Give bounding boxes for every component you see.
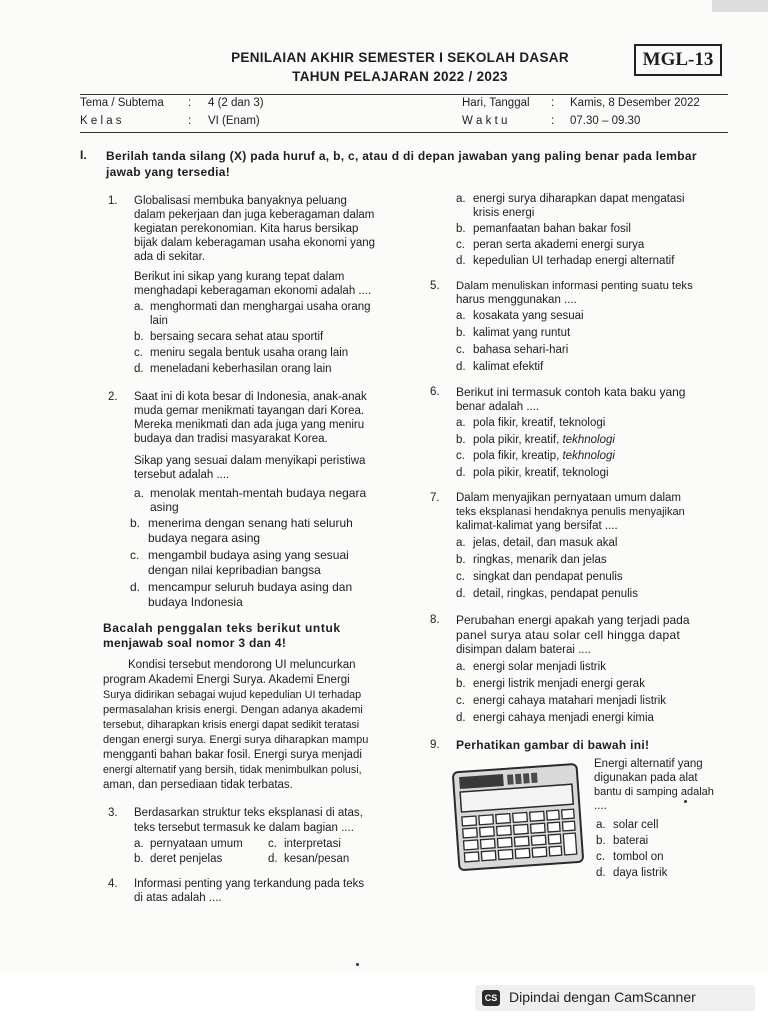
q5-option-d: kalimat efektif <box>473 361 544 373</box>
q4-line: Informasi penting yang terkandung pada teks <box>134 878 365 890</box>
q3-option-c: interpretasi <box>284 838 341 850</box>
q7-line: teks eksplanasi hendaknya penulis menyajikan <box>456 506 685 518</box>
passage-heading: menjawab soal nomor 3 dan 4! <box>103 636 287 650</box>
q5-line: Dalam menuliskan informasi penting suatu teks <box>456 280 693 292</box>
q2-option-d: budaya Indonesia <box>148 595 243 609</box>
kelas-label: K e l a s <box>80 115 122 127</box>
exam-code-box: MGL-13 <box>634 44 722 76</box>
q5-option-letter: c. <box>456 344 465 356</box>
q1-option-letter: b. <box>134 331 144 343</box>
q1-line: Globalisasi membuka banyaknya peluang <box>134 195 347 207</box>
q2-option-letter: d. <box>130 580 141 594</box>
exam-year: TAHUN PELAJARAN 2022 / 2023 <box>292 69 508 84</box>
q7-option-letter: c. <box>456 571 465 583</box>
q9-number: 9. <box>430 739 440 751</box>
q5-option-letter: d. <box>456 361 466 373</box>
q6-option-d: pola pikir, kreatif, teknologi <box>473 467 609 479</box>
q4-option-letter: d. <box>456 255 466 267</box>
q1-option-d: meneladani keberhasilan orang lain <box>150 363 332 375</box>
passage-line: dengan energi surya. Energi surya diharapkan mampu <box>103 734 369 746</box>
q5-option-letter: b. <box>456 327 466 339</box>
q6-option-letter: d. <box>456 467 466 479</box>
q6-option-c <box>473 449 615 464</box>
q8-option-letter: b. <box>456 678 466 690</box>
q4-option-a: energi surya diharapkan dapat mengatasi <box>473 193 685 205</box>
q3-option-d: kesan/pesan <box>284 853 350 865</box>
q7-line: kalimat-kalimat yang bersifat .... <box>456 520 618 532</box>
q1-option-letter: a. <box>134 301 144 313</box>
q3-option-letter: c. <box>268 838 277 850</box>
q8-line: Perubahan energi apakah yang terjadi pada <box>456 613 690 627</box>
q9-line: bantu di samping adalah <box>594 786 714 798</box>
q7-option-letter: b. <box>456 554 466 566</box>
q5-line: harus menggunakan .... <box>456 294 577 306</box>
q5-option-c: bahasa sehari-hari <box>473 344 569 356</box>
q5-option-b: kalimat yang runtut <box>473 327 571 339</box>
q8-number: 8. <box>430 614 440 626</box>
q4-option-d: kepedulian UI terhadap energi alternatif <box>473 255 675 267</box>
q2-option-letter: a. <box>134 486 145 500</box>
q8-line: panel surya atau solar cell hingga dapat <box>456 628 681 642</box>
q9-option-letter: b. <box>596 835 606 847</box>
q3-option-a: pernyataan umum <box>150 838 243 850</box>
q5-number: 5. <box>430 280 440 292</box>
passage-line: Kondisi tersebut mendorong UI meluncurkan <box>128 659 356 671</box>
q2-option-b: menerima dengan senang hati seluruh <box>148 516 353 530</box>
q6-line: Berikut ini termasuk contoh kata baku yang <box>456 385 686 399</box>
q6-option-a: pola fikir, kreatif, teknologi <box>473 417 606 429</box>
page-dot <box>684 800 687 803</box>
q4-option-a: krisis energi <box>473 207 535 219</box>
kelas-value: VI (Enam) <box>208 115 260 127</box>
q3-option-letter: d. <box>268 853 278 865</box>
q6-option-c-plain: pola fikir, kreatip, <box>473 450 563 462</box>
tema-colon: : <box>188 97 192 109</box>
q1-line: bijak dalam keberagaman usaha ekonomi yang <box>134 237 376 249</box>
page-dot <box>356 963 359 966</box>
q7-option-letter: a. <box>456 537 466 549</box>
q1-prompt: menghadapi keberagaman ekonomi adalah .... <box>134 285 372 297</box>
q9-line: Energi alternatif yang <box>594 758 703 770</box>
q4-option-c: peran serta akademi energi surya <box>473 239 645 251</box>
q1-line: kegiatan perekonomian. Kita harus bersikap <box>134 223 359 235</box>
q9-option-b: baterai <box>613 835 649 847</box>
q1-prompt: Berikut ini sikap yang kurang tepat dalam <box>134 271 345 283</box>
q7-option-letter: d. <box>456 588 466 600</box>
q1-option-letter: c. <box>134 347 143 359</box>
camscanner-label: Dipindai dengan CamScanner <box>509 989 696 1005</box>
q9-option-d: daya listrik <box>613 867 668 879</box>
q1-line: ada di sekitar. <box>134 251 205 263</box>
q7-option-a: jelas, detail, dan masuk akal <box>473 537 618 549</box>
tema-value: 4 (2 dan 3) <box>208 97 264 109</box>
q4-option-letter: a. <box>456 193 466 205</box>
q9-option-a: solar cell <box>613 819 659 831</box>
q2-number: 2. <box>108 391 118 403</box>
q9-option-letter: d. <box>596 867 606 879</box>
q1-number: 1. <box>108 195 118 207</box>
q7-option-c: singkat dan pendapat penulis <box>473 571 623 583</box>
q4-option-b: pemanfaatan bahan bakar fosil <box>473 223 631 235</box>
q2-option-b: budaya negara asing <box>148 531 261 545</box>
q4-option-letter: b. <box>456 223 466 235</box>
kelas-colon: : <box>188 115 192 127</box>
q2-option-letter: c. <box>130 548 140 562</box>
passage-line: permasalahan krisis energi. Dengan adanya akademi <box>103 704 363 716</box>
camscanner-badge <box>475 985 755 1011</box>
q6-option-b <box>473 433 615 448</box>
instruction-text: Berilah tanda silang (X) pada huruf a, b, c, atau d di depan jawaban yang paling benar pada lembar jawab yang tersedia! <box>106 149 697 179</box>
q4-number: 4. <box>108 878 118 890</box>
passage-line: tersebut, diharapkan krisis energi dapat sedikit teratasi <box>103 719 360 731</box>
q6-line: benar adalah .... <box>456 401 540 413</box>
q3-line: Berdasarkan struktur teks eksplanasi di atas, <box>134 807 363 819</box>
waktu-value: 07.30 – 09.30 <box>570 115 641 127</box>
hari-colon: : <box>551 97 555 109</box>
q1-option-letter: d. <box>134 363 144 375</box>
q2-option-d: mencampur seluruh budaya asing dan <box>148 580 353 594</box>
q6-option-letter: b. <box>456 434 466 446</box>
q3-option-b: deret penjelas <box>150 853 223 865</box>
q5-option-letter: a. <box>456 310 466 322</box>
q3-option-letter: b. <box>134 853 144 865</box>
q8-option-letter: a. <box>456 661 466 673</box>
q3-option-letter: a. <box>134 838 144 850</box>
q2-option-a: asing <box>150 500 179 514</box>
q2-option-c: mengambil budaya asing yang sesuai <box>148 548 349 562</box>
q3-number: 3. <box>108 807 118 819</box>
q2-line: budaya dan tradisi masyarakat Korea. <box>134 433 328 445</box>
header-rule-top <box>80 94 728 95</box>
q2-option-a: menolak mentah-mentah budaya negara <box>150 486 367 500</box>
q2-prompt: Sikap yang sesuai dalam menyikapi peristiwa <box>134 455 366 467</box>
q1-option-c: meniru segala bentuk usaha orang lain <box>150 347 349 359</box>
q9-heading: Perhatikan gambar di bawah ini! <box>456 738 650 752</box>
q6-option-c-italic: tekhnologi <box>562 450 615 462</box>
q9-line: .... <box>594 800 607 812</box>
q9-line: digunakan pada alat <box>594 772 698 784</box>
q8-option-a: energi solar menjadi listrik <box>473 661 606 673</box>
q7-option-b: ringkas, menarik dan jelas <box>473 554 607 566</box>
q1-line: dalam pekerjaan dan juga keberagaman dalam <box>134 209 375 221</box>
q1-option-b: bersaing secara sehat atau sportif <box>150 331 324 343</box>
instruction-number: I. <box>80 148 87 162</box>
exam-title: PENILAIAN AKHIR SEMESTER I SEKOLAH DASAR <box>231 50 569 65</box>
q8-option-letter: c. <box>456 695 465 707</box>
q8-line: disimpan dalam baterai .... <box>456 644 591 656</box>
passage-line: mengganti bahan bakar fosil. Energi surya menjadi <box>103 749 362 761</box>
q5-option-a: kosakata yang sesuai <box>473 310 584 322</box>
hari-value: Kamis, 8 Desember 2022 <box>570 97 700 109</box>
q6-number: 6. <box>430 386 440 398</box>
waktu-label: W a k t u <box>462 115 508 127</box>
q8-option-c: energi cahaya matahari menjadi listrik <box>473 695 667 707</box>
q8-option-letter: d. <box>456 712 466 724</box>
camscanner-icon: CS <box>482 990 500 1006</box>
q9-option-letter: c. <box>596 851 605 863</box>
q1-option-a: lain <box>150 315 168 327</box>
q2-option-c: dengan nilai kepribadian bangsa <box>148 563 321 577</box>
q1-option-a: menghormati dan menghargai usaha orang <box>150 301 371 313</box>
passage-line: aman, dan persediaan tidak terbatas. <box>103 779 293 791</box>
passage-line: program Akademi Energi Surya. Akademi Energi <box>103 674 350 686</box>
passage-line: energi alternatif yang bersih, tidak menimbulkan polusi, <box>103 764 362 776</box>
hari-label: Hari, Tanggal <box>462 97 530 109</box>
q2-line: Mereka menikmati dan ada juga yang meniru <box>134 419 365 431</box>
q2-line: muda gemar menikmati tayangan dari Korea. <box>134 405 365 417</box>
q2-line: Saat ini di kota besar di Indonesia, anak-anak <box>134 391 367 403</box>
q8-option-d: energi cahaya menjadi energi kimia <box>473 712 654 724</box>
passage-heading: Bacalah penggalan teks berikut untuk <box>103 621 341 635</box>
q4-line: di atas adalah .... <box>134 892 222 904</box>
q8-option-b: energi listrik menjadi energi gerak <box>473 678 645 690</box>
calculator-icon <box>452 762 586 872</box>
q6-option-letter: a. <box>456 417 466 429</box>
q2-prompt: tersebut adalah .... <box>134 469 230 481</box>
q7-number: 7. <box>430 492 440 504</box>
passage-line: Surya didirikan sebagai wujud kepedulian UI terhadap <box>103 689 362 701</box>
q7-option-d: detail, ringkas, pendapat penulis <box>473 588 638 600</box>
tema-label: Tema / Subtema <box>80 97 164 109</box>
q4-option-letter: c. <box>456 239 465 251</box>
waktu-colon: : <box>551 115 555 127</box>
header-rule-bottom <box>80 132 728 133</box>
q9-option-c: tombol on <box>613 851 664 863</box>
q6-option-letter: c. <box>456 450 465 462</box>
q3-line: teks tersebut termasuk ke dalam bagian .... <box>134 822 354 834</box>
scan-corner <box>712 0 768 12</box>
q9-option-letter: a. <box>596 819 606 831</box>
q2-option-letter: b. <box>130 516 141 530</box>
q6-option-b-italic: tekhnologi <box>562 434 615 446</box>
q7-line: Dalam menyajikan pernyataan umum dalam <box>456 492 681 504</box>
q6-option-b-plain: pola pikir, kreatif, <box>473 434 563 446</box>
